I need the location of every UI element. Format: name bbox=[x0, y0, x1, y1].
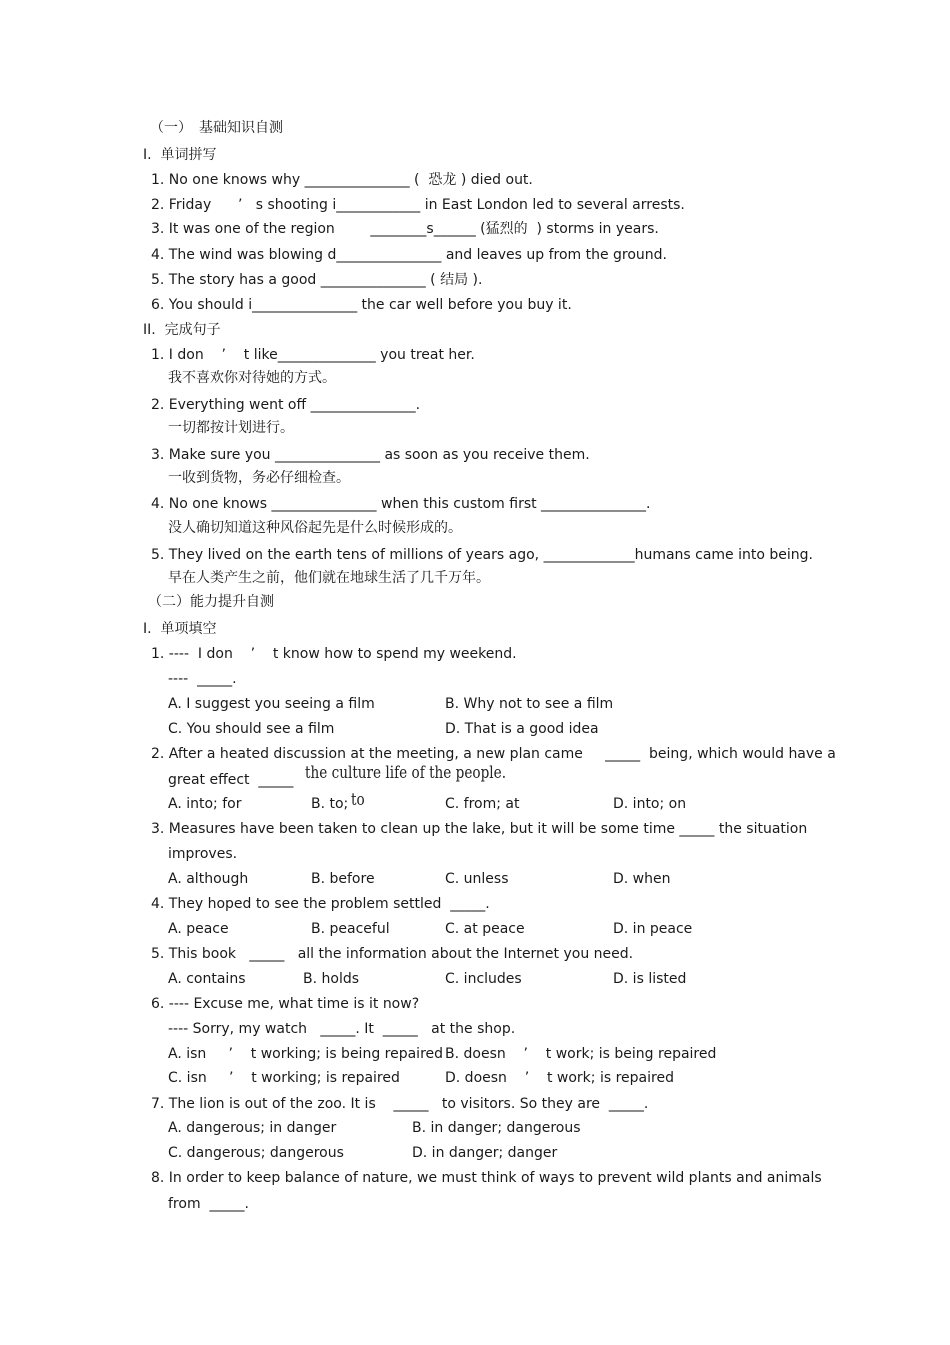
complete-item-1-en: 1. I don ’ t like______________ you treat her. bbox=[151, 347, 475, 363]
complete-item-2-en: 2. Everything went off _______________. bbox=[151, 397, 421, 413]
spell-item-6: 6. You should i_______________ the car well before you buy it. bbox=[151, 297, 572, 313]
q4-stem: 4. They hoped to see the problem settled _____. bbox=[151, 896, 490, 912]
q3-option-a: A. although bbox=[168, 871, 249, 887]
q4-option-d: D. in peace bbox=[613, 921, 693, 937]
q7-stem: 7. The lion is out of the zoo. It is _____ to visitors. So they are _____. bbox=[151, 1096, 649, 1112]
part2-title: （二）能力提升自测 bbox=[148, 594, 274, 610]
q1-stem: 1. ---- I don ’ t know how to spend my weekend. bbox=[151, 646, 517, 662]
q5-option-d: D. is listed bbox=[613, 971, 687, 987]
complete-item-2-zh: 一切都按计划进行。 bbox=[168, 420, 294, 436]
q7-option-d: D. in danger; danger bbox=[412, 1145, 558, 1161]
q7-option-b: B. in danger; dangerous bbox=[412, 1120, 581, 1136]
q2-option-d: D. into; on bbox=[613, 796, 687, 812]
q8-stem: 8. In order to keep balance of nature, we must think of ways to prevent wild plants and animals bbox=[151, 1170, 822, 1186]
q1-option-b: B. Why not to see a film bbox=[445, 696, 614, 712]
part1-title: （一） 基础知识自测 bbox=[150, 120, 283, 136]
q6-option-a: A. isn ’ t working; is being repaired bbox=[168, 1046, 444, 1062]
q2-option-b: B. to; bbox=[311, 796, 353, 812]
q3-stem: 3. Measures have been taken to clean up the lake, but it will be some time _____ the situation bbox=[151, 821, 808, 837]
q3-option-b: B. before bbox=[311, 871, 375, 887]
q3-line2: improves. bbox=[168, 846, 238, 862]
q6-line2: ---- Sorry, my watch _____. It _____ at the shop. bbox=[168, 1021, 516, 1037]
spell-item-2: 2. Friday ’ s shooting i____________ in East London led to several arrests. bbox=[151, 197, 685, 213]
complete-item-4-zh: 没人确切知道这种风俗起先是什么时候形成的。 bbox=[168, 520, 462, 536]
q2-option-a: A. into; for bbox=[168, 796, 242, 812]
section-title-complete: II. 完成句子 bbox=[143, 322, 221, 338]
section-title-choice: I. 单项填空 bbox=[143, 621, 217, 637]
complete-item-1-zh: 我不喜欢你对待她的方式。 bbox=[168, 370, 336, 386]
q2-stem: 2. After a heated discussion at the meeting, a new plan came _____ being, which would have a bbox=[151, 746, 836, 762]
spell-item-3: 3. It was one of the region ________s______ (猛烈的 ) storms in years. bbox=[151, 221, 659, 237]
complete-item-5-zh: 早在人类产生之前，他们就在地球生活了几千万年。 bbox=[168, 570, 490, 586]
q2-option-b-handwritten: to bbox=[351, 790, 365, 810]
q5-option-b: B. holds bbox=[303, 971, 360, 987]
q2-line2: great effect _____ bbox=[168, 772, 294, 788]
spell-item-4: 4. The wind was blowing d_______________ and leaves up from the ground. bbox=[151, 247, 668, 263]
q6-option-c: C. isn ’ t working; is repaired bbox=[168, 1070, 400, 1086]
q3-option-c: C. unless bbox=[445, 871, 509, 887]
complete-item-5-en: 5. They lived on the earth tens of millions of years ago, _____________humans came into being. bbox=[151, 547, 813, 563]
q5-option-a: A. contains bbox=[168, 971, 246, 987]
complete-item-3-en: 3. Make sure you _______________ as soon as you receive them. bbox=[151, 447, 590, 463]
q1-option-c: C. You should see a film bbox=[168, 721, 335, 737]
spell-item-5: 5. The story has a good _______________ ( 结局 ). bbox=[151, 272, 483, 288]
q4-option-b: B. peaceful bbox=[311, 921, 390, 937]
q4-option-c: C. at peace bbox=[445, 921, 525, 937]
q1-line2: ---- _____. bbox=[168, 671, 237, 687]
q5-stem: 5. This book _____ all the information about the Internet you need. bbox=[151, 946, 634, 962]
q6-option-d: D. doesn ’ t work; is repaired bbox=[445, 1070, 674, 1086]
q8-line2: from _____. bbox=[168, 1196, 249, 1212]
q7-option-c: C. dangerous; dangerous bbox=[168, 1145, 344, 1161]
spell-item-1: 1. No one knows why _______________ ( 恐龙 ) died out. bbox=[151, 172, 533, 188]
q2-handwritten-phrase: the culture life of the people. bbox=[305, 763, 507, 783]
q2-option-c: C. from; at bbox=[445, 796, 520, 812]
q4-option-a: A. peace bbox=[168, 921, 229, 937]
q6-stem: 6. ---- Excuse me, what time is it now? bbox=[151, 996, 420, 1012]
q1-option-d: D. That is a good idea bbox=[445, 721, 599, 737]
q3-option-d: D. when bbox=[613, 871, 671, 887]
q1-option-a: A. I suggest you seeing a film bbox=[168, 696, 375, 712]
complete-item-3-zh: 一收到货物，务必仔细检查。 bbox=[168, 470, 350, 486]
q5-option-c: C. includes bbox=[445, 971, 522, 987]
q7-option-a: A. dangerous; in danger bbox=[168, 1120, 337, 1136]
section-title-spelling: I. 单词拼写 bbox=[143, 147, 217, 163]
complete-item-4-en: 4. No one knows _______________ when this custom first _______________. bbox=[151, 496, 651, 512]
q6-option-b: B. doesn ’ t work; is being repaired bbox=[445, 1046, 717, 1062]
